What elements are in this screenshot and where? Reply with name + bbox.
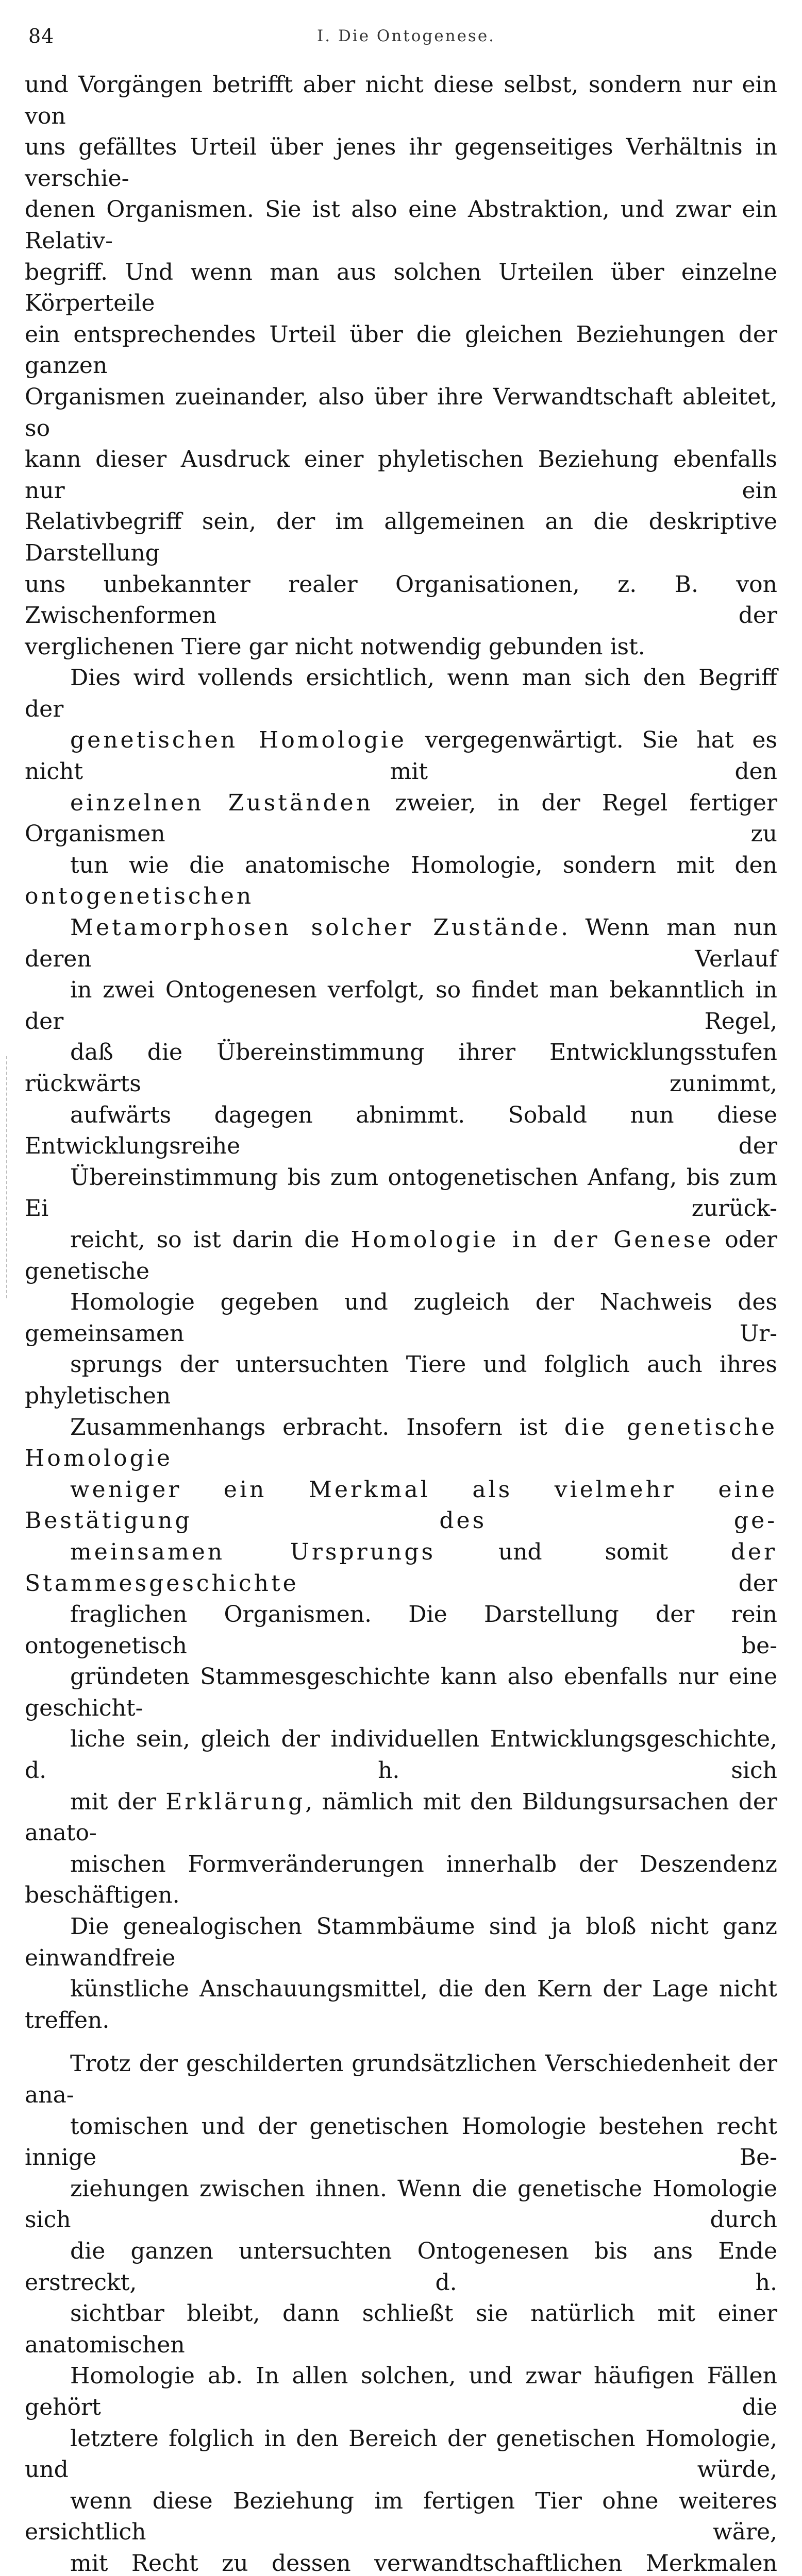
text-line [25, 1724, 777, 1786]
text-segment: ziehungen zwischen ihnen. Wenn die genetische Homologie sich durch [25, 2175, 777, 2233]
emphasized-text: der Stammesgeschichte [25, 1538, 777, 1597]
text-segment: Relativbegriff sein, der im allgemeinen an die deskriptive Darstellung [25, 509, 777, 566]
text-segment: daß die Übereinstimmung ihrer Entwicklungsstufen rückwärts zunimmt, [25, 1039, 777, 1097]
text-line [25, 1787, 777, 1849]
text-line [25, 444, 777, 506]
text-segment: die ganzen untersuchten Ontogenesen bis ans Ende erstreckt, d. h. [25, 2238, 777, 2296]
text-segment: begriff. Und wenn man aus solchen Urteilen über einzelne Körperteile [25, 259, 777, 317]
text-line [25, 382, 777, 444]
text-line [25, 632, 777, 663]
text-line [25, 725, 777, 787]
text-segment: mit Recht zu dessen verwandtschaftlichen Merkmalen [70, 2550, 777, 2576]
emphasized-text: weniger ein Merkmal als vielmehr eine Bestätigung des ge- [25, 1476, 777, 1534]
text-segment: tomischen und der genetischen Homologie bestehen recht innige Be- [25, 2113, 777, 2171]
text-segment: tun wie die anatomische Homologie, sondern mit den [70, 852, 777, 878]
text-line [25, 1349, 777, 1412]
text-line [25, 975, 777, 1037]
text-segment: . Wenn man nun deren Verlauf [25, 914, 777, 972]
text-segment: , nämlich mit den Bildungsursachen der anato- [25, 1788, 778, 1846]
text-segment: künstliche Anschauungsmittel, die den Kern der Lage nicht treffen. [25, 1976, 777, 2033]
text-segment: uns gefälltes Urteil über jenes ihr gegenseitiges Verhältnis in verschie- [25, 134, 777, 192]
body-text [25, 70, 777, 2576]
text-segment: reicht, so ist darin die [70, 1226, 351, 1253]
text-segment: aufwärts dagegen abnimmt. Sobald nun diese Entwicklungsreihe der [25, 1101, 777, 1160]
text-line [25, 912, 777, 975]
text-segment: Homologie gegeben und zugleich der Nachweis des gemeinsamen Ur- [25, 1289, 777, 1347]
margin-mark [6, 1056, 8, 1298]
text-line [25, 1412, 777, 1475]
text-line [25, 2048, 777, 2111]
text-line [25, 2548, 777, 2576]
emphasized-text: Metamorphosen solcher Zustände [70, 914, 561, 941]
text-segment: Dies wird vollends ersichtlich, wenn man sich den Begriff der [25, 665, 777, 722]
emphasized-text: meinsamen Ursprungs [70, 1538, 436, 1565]
text-line [25, 506, 777, 569]
text-line [25, 1287, 777, 1349]
text-line [25, 788, 777, 850]
text-line [25, 2298, 777, 2361]
text-line [25, 1662, 777, 1724]
paragraph-3 [25, 2048, 777, 2576]
text-line [25, 1100, 777, 1162]
emphasized-text: Erklärung [165, 1788, 306, 1815]
text-segment: und Vorgängen betrifft aber nicht diese selbst, sondern nur ein von [25, 72, 777, 129]
page-number: 84 [28, 25, 55, 47]
text-line [25, 569, 777, 632]
text-line [25, 1162, 777, 1225]
emphasized-text: einzelnen Zuständen [70, 789, 374, 816]
text-line [25, 2174, 777, 2236]
text-segment: vergegenwärtigt. Sie hat es nicht mit den [25, 727, 777, 785]
page-header [28, 25, 776, 56]
text-line [25, 1037, 777, 1099]
text-segment: mischen Formveränderungen innerhalb der Deszendenz beschäftigen. [25, 1851, 777, 1909]
running-head: I. Die Ontogenese. [317, 27, 496, 45]
text-line [25, 70, 777, 132]
text-segment: in zwei Ontogenesen verfolgt, so findet man bekanntlich in der Regel, [25, 977, 777, 1035]
text-line [25, 132, 777, 194]
text-segment: sprungs der untersuchten Tiere und folglich auch ihres phyletischen [25, 1351, 777, 1409]
emphasized-text: ontogenetischen [25, 883, 254, 910]
text-segment: wenn diese Beziehung im fertigen Tier ohne weiteres ersichtlich wäre, [25, 2487, 777, 2546]
text-segment: und somit [436, 1538, 731, 1565]
emphasized-text: Homologie in der Genese [350, 1226, 714, 1253]
text-segment: letztere folglich in den Bereich der genetischen Homologie, und würde, [25, 2425, 777, 2483]
text-line [25, 194, 777, 257]
paragraph-1 [25, 70, 777, 663]
text-segment: kann dieser Ausdruck einer phyletischen Beziehung ebenfalls nur ein [25, 446, 777, 504]
text-segment: Homologie ab. In allen solchen, und zwar häufigen Fällen gehört die [25, 2363, 777, 2420]
emphasized-text: genetischen Homologie [70, 727, 407, 754]
paragraph-2 [25, 663, 777, 2036]
text-segment: Organismen zueinander, also über ihre Verwandtschaft ableitet, so [25, 383, 777, 442]
text-segment: Zusammenhangs erbracht. Insofern ist [70, 1414, 564, 1440]
text-line [25, 2424, 777, 2486]
text-segment: sichtbar bleibt, dann schließt sie natürlich mit einer anatomischen [25, 2300, 777, 2358]
text-segment: mit der [70, 1788, 166, 1815]
text-line [25, 850, 777, 912]
text-line [25, 1911, 777, 1974]
text-line [25, 1537, 777, 1599]
text-line [25, 2236, 777, 2298]
text-segment: gründeten Stammesgeschichte kann also ebenfalls nur eine geschicht- [25, 1664, 777, 1721]
text-line [25, 2361, 777, 2423]
text-line [25, 1599, 777, 1662]
text-line [25, 663, 777, 725]
text-segment: denen Organismen. Sie ist also eine Abstraktion, und zwar ein Relativ- [25, 196, 777, 254]
text-line [25, 319, 777, 382]
text-line [25, 1475, 777, 1537]
text-segment: liche sein, gleich der individuellen Entwicklungsgeschichte, d. h. sich [25, 1726, 777, 1784]
text-segment: Die genealogischen Stammbäume sind ja bloß nicht ganz einwandfreie [25, 1913, 777, 1971]
text-segment: der [298, 1570, 777, 1597]
text-line [25, 1849, 777, 1911]
text-line [25, 2111, 777, 2174]
text-line [25, 1225, 777, 1287]
text-segment: verglichenen Tiere gar nicht notwendig gebunden ist. [25, 633, 645, 660]
text-line [25, 2486, 777, 2548]
text-segment: fraglichen Organismen. Die Darstellung der rein ontogenetisch be- [25, 1601, 777, 1659]
text-segment: zweier, in der Regel fertiger Organismen zu [25, 789, 777, 848]
text-segment: Übereinstimmung bis zum ontogenetischen Anfang, bis zum Ei zurück- [25, 1164, 777, 1222]
text-line [25, 257, 777, 319]
text-segment: uns unbekannter realer Organisationen, z. B. von Zwischenformen der [25, 571, 777, 629]
text-segment: ein entsprechendes Urteil über die gleichen Beziehungen der ganzen [25, 321, 777, 379]
emphasized-text: die genetische Homologie [25, 1414, 777, 1472]
text-segment: oder genetische [25, 1226, 777, 1284]
text-line [25, 1974, 777, 2036]
text-segment: Trotz der geschilderten grundsätzlichen Verschiedenheit der ana- [25, 2050, 777, 2108]
